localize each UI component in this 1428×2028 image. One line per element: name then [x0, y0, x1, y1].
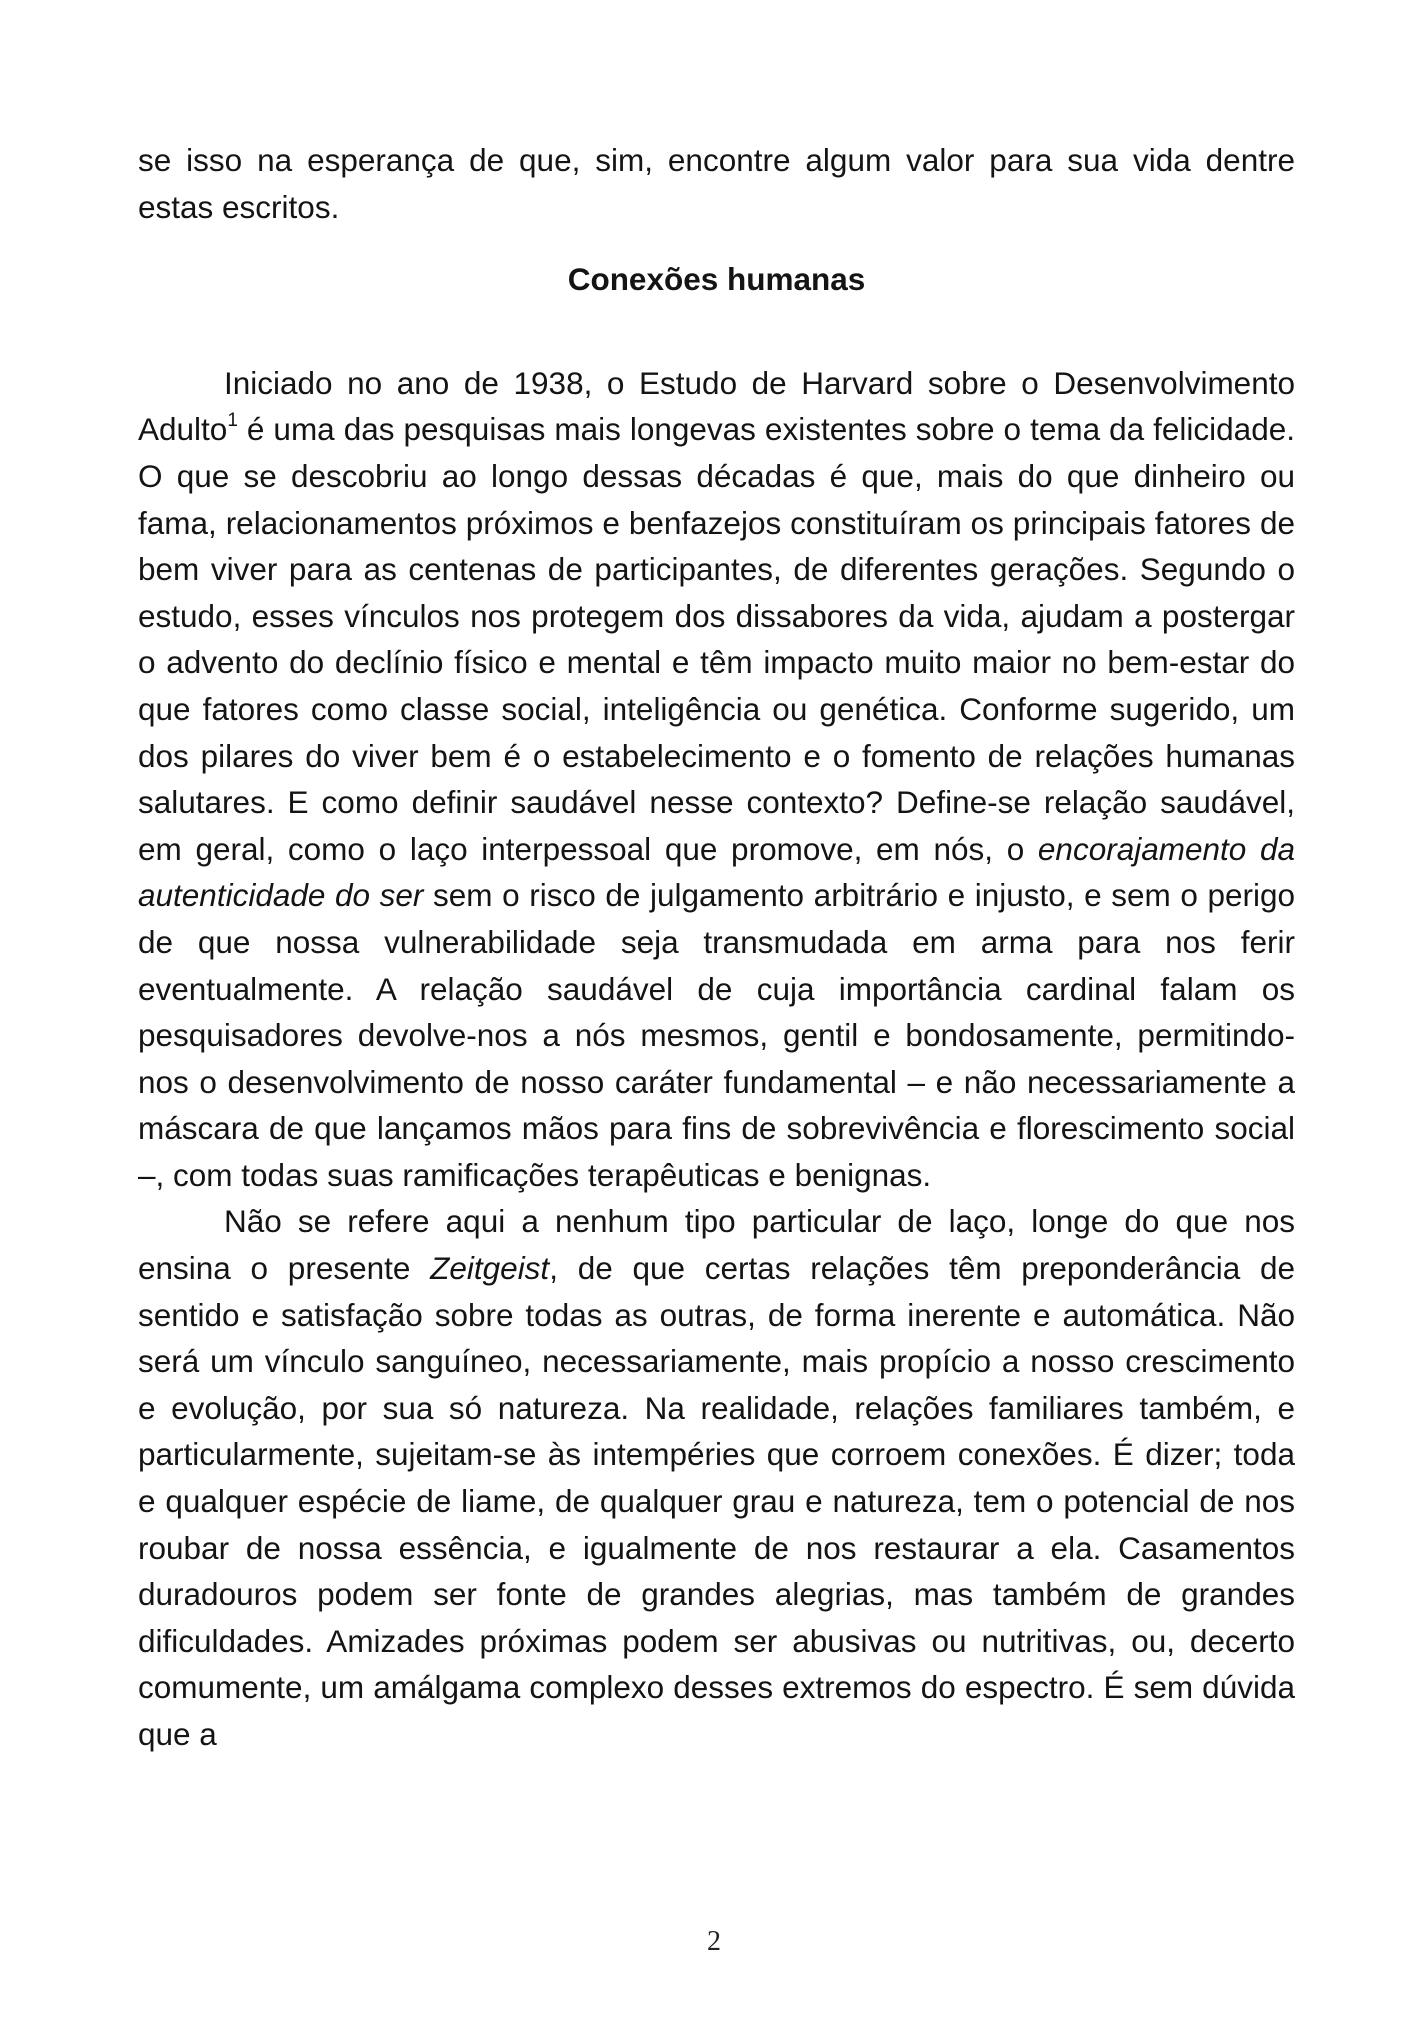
footnote-reference: 1 [227, 410, 238, 432]
paragraph2-italic-word: Zeitgeist [430, 1250, 550, 1287]
paragraph2-text-2: , de que certas relações têm preponderância de sentido e satisfação sobre todas as outras, de forma inerente e automática. Não será um vínculo sanguíneo, necessariamente, mais propício a nosso crescimento e evolução, por sua só natureza. Na realidade, relações familiares também, e particularmente, sujeitam-se às intempéries que corroem conexões. É dizer; toda e qualquer espécie de liame, de qualquer grau e natureza, tem o potencial de nos roubar de nossa essência, e igualmente de nos restaurar a ela. Casamentos duradouros podem ser fonte de grandes alegrias, mas também de grandes dificuldades. Amizades próximas podem ser abusivas ou nutritivas, ou, decerto comumente, um amálgama complexo desses extremos do espectro. É sem dúvida que a [138, 1250, 1295, 1752]
paragraph2-text-1: Não se refere aqui a nenhum tipo particular de laço, longe do que nos ensina o presente [138, 1203, 1295, 1287]
paragraph1-text-3: sem o risco de julgamento arbitrário e injusto, e sem o perigo de que nossa vulnerabilidade seja transmudada em arma para nos ferir eventualmente. A relação saudável de cuja importância cardinal falam os pesquisadores devolve-nos a nós mesmos, gentil e bondosamente, permitindo-nos o desenvolvimento de nosso caráter fundamental – e não necessariamente a máscara de que lançamos mãos para fins de sobrevivência e florescimento social –, com todas suas ramificações terapêuticas e benignas. [138, 877, 1296, 1193]
page-number: 2 [707, 1926, 721, 1957]
page-body [138, 137, 1295, 1758]
intro-paragraph [138, 137, 1295, 230]
section-title-text: Conexões humanas [567, 261, 866, 298]
section-title [138, 256, 1295, 303]
paragraph1-text-2: é uma das pesquisas mais longevas existentes sobre o tema da felicidade. O que se descobriu ao longo dessas décadas é que, mais do que dinheiro ou fama, relacionamentos próximos e benfazejos constituíram os principais fatores de bem viver para as centenas de participantes, de diferentes gerações. Segundo o estudo, esses vínculos nos protegem dos dissabores da vida, ajudam a postergar o advento do declínio físico e mental e têm impacto muito maior no bem-estar do que fatores como classe social, inteligência ou genética. Conforme sugerido, um dos pilares do viver bem é o estabelecimento e o fomento de relações humanas salutares. E como definir saudável nesse contexto? Define-se relação saudável, em geral, como o laço interpessoal que promove, em nós, o [138, 411, 1295, 867]
intro-text: se isso na esperança de que, sim, encontre algum valor para sua vida dentre estas escritos. [138, 142, 1295, 225]
paragraph-bonds [138, 1198, 1295, 1757]
paragraph1-text-1: Iniciado no ano de 1938, o Estudo de Harvard sobre o Desenvolvimento Adulto [138, 364, 1295, 448]
paragraph1-italic-phrase: encorajamento da autenticidade do ser [138, 830, 1296, 914]
paragraph-harvard-study [138, 360, 1295, 1199]
